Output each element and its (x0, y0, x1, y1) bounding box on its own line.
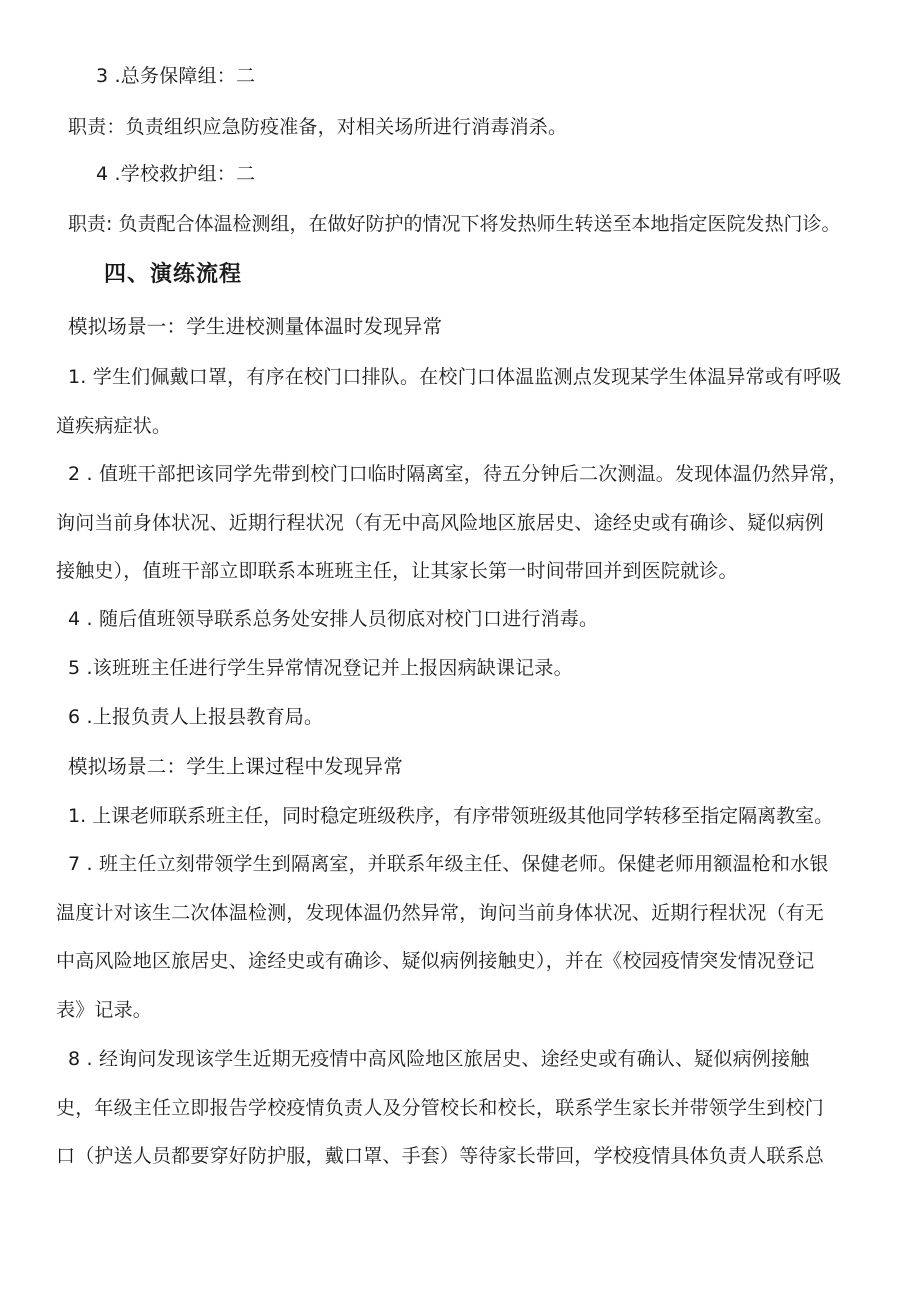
text-line: 4 . 随后值班领导联系总务处安排人员彻底对校门口进行消毒。 (68, 608, 599, 630)
text-line: 5 .该班班主任进行学生异常情况登记并上报因病缺课记录。 (68, 657, 573, 679)
text-line: 8 . 经询问发现该学生近期无疫情中高风险地区旅居史、途经史或有确认、疑似病例接触 (68, 1048, 810, 1070)
text-line: 表》记录。 (56, 999, 153, 1021)
text-line: 职责: 负责配合体温检测组，在做好防护的情况下将发热师生转送至本地指定医院发热门诊。 (68, 213, 841, 235)
text-line: 职责：负责组织应急防疫准备，对相关场所进行消毒消杀。 (68, 116, 568, 138)
text-line: 6 .上报负责人上报县教育局。 (68, 706, 324, 728)
scene-title: 模拟场景二：学生上课过程中发现异常 (68, 755, 403, 778)
text-line: 中高风险地区旅居史、途经史或有确诊、疑似病例接触史），并在《校园疫情突发情况登记 (56, 950, 815, 972)
text-line: 2 . 值班干部把该同学先带到校门口临时隔离室，待五分钟后二次测温。发现体温仍然异常， (68, 463, 848, 485)
text-line: 4 .学校救护组：二 (96, 163, 256, 185)
text-line: 询问当前身体状况、近期行程状况（有无中高风险地区旅居史、途经史或有确诊、疑似病例 (56, 512, 825, 534)
text-line: 史，年级主任立即报告学校疫情负责人及分管校长和校长，联系学生家长并带领学生到校门 (56, 1097, 825, 1119)
text-line: 7 . 班主任立刻带领学生到隔离室，并联系年级主任、保健老师。保健老师用额温枪和水银 (68, 853, 829, 875)
text-line: 1. 学生们佩戴口罩，有序在校门口排队。在校门口体温监测点发现某学生体温异常或有呼吸 (68, 366, 842, 388)
text-line: 1. 上课老师联系班主任，同时稳定班级秩序，有序带领班级其他同学转移至指定隔离教室。 (68, 805, 834, 827)
text-line: 口（护送人员都要穿好防护服，戴口罩、手套）等待家长带回，学校疫情具体负责人联系总 (56, 1145, 825, 1167)
text-line: 3 .总务保障组：二 (96, 65, 256, 87)
scene-title: 模拟场景一：学生进校测量体温时发现异常 (68, 315, 443, 338)
section-heading: 四、演练流程 (104, 262, 243, 287)
text-line: 道疾病症状。 (56, 415, 172, 437)
text-line: 温度计对该生二次体温检测，发现体温仍然异常，询问当前身体状况、近期行程状况（有无 (56, 902, 825, 924)
text-line: 接触史），值班干部立即联系本班班主任，让其家长第一时间带回并到医院就诊。 (56, 560, 738, 582)
